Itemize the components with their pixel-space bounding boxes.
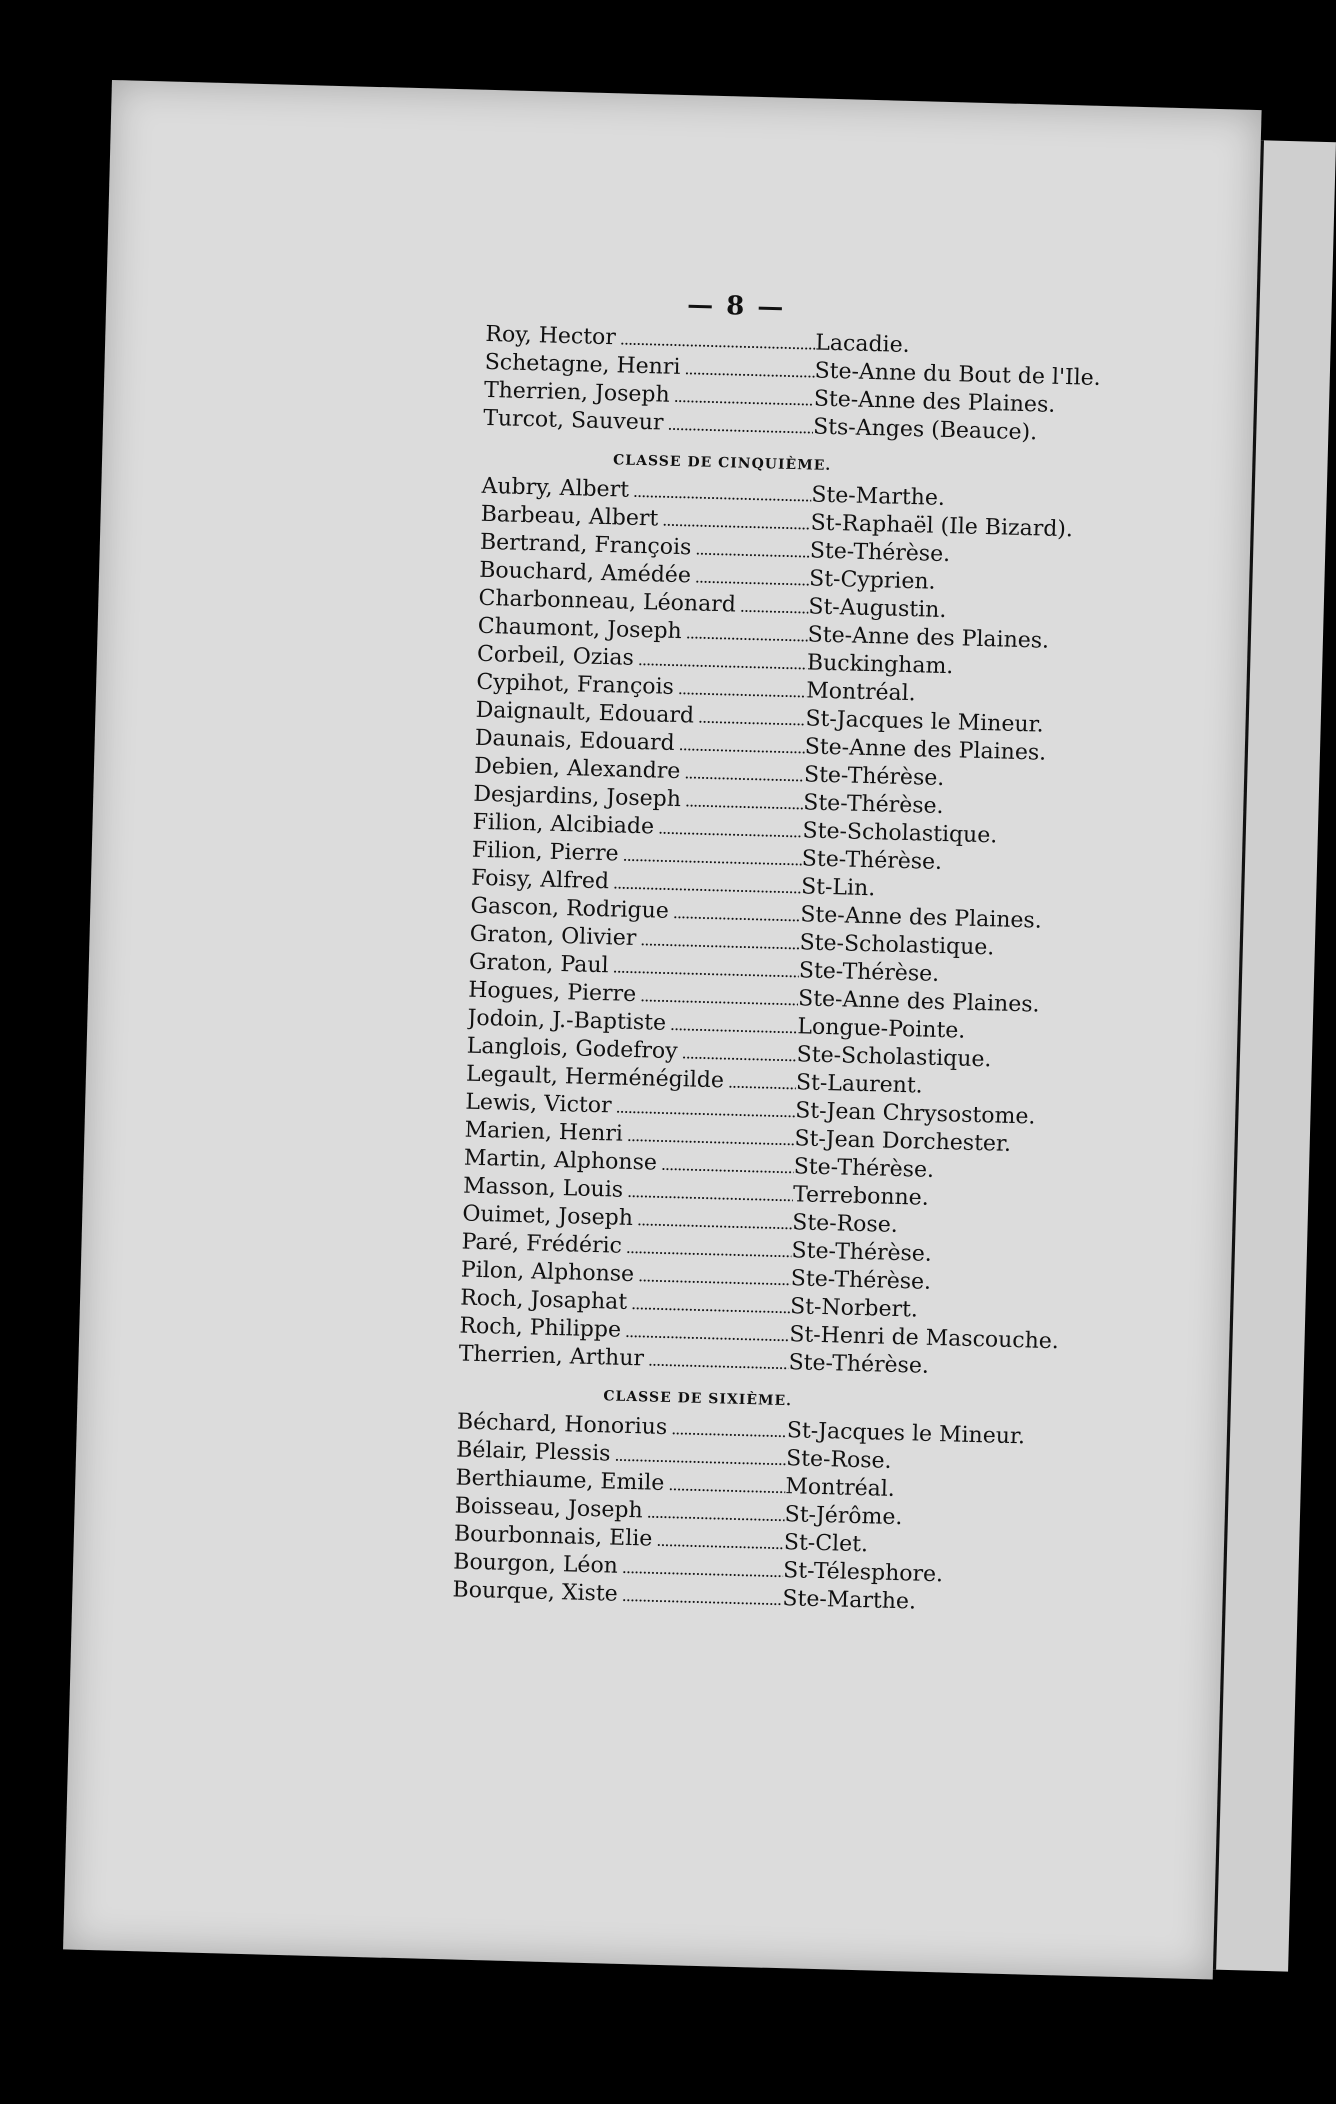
student-place: Ste-Anne des Plaines. [813, 386, 1056, 418]
student-name: Turcot, Sauveur ..... [483, 405, 814, 442]
student-name: Daignault, Edouard ..... [475, 697, 806, 734]
student-place: Longue-Pointe. [797, 1014, 966, 1044]
student-place: Ste-Rose. [791, 1210, 899, 1238]
student-name: Jodoin, J.-Baptiste ..... [467, 1005, 798, 1042]
student-name: Pilon, Alphonse ..... [461, 1257, 792, 1294]
student-name: Chaumont, Joseph ..... [477, 613, 808, 650]
student-place: St-Jacques le Mineur. [805, 706, 1044, 738]
student-place: Ste-Thérèse. [788, 1350, 930, 1379]
student-place: Buckingham. [806, 650, 954, 680]
student-name: Desjardins, Joseph ..... [473, 781, 804, 818]
student-place: St-Clet. [783, 1530, 869, 1558]
student-place: Ste-Thérèse. [798, 958, 940, 987]
student-name: Roch, Josaphat ..... [460, 1285, 791, 1322]
student-name: Debien, Alexandre ..... [474, 753, 805, 790]
student-name: Bouchard, Amédée ..... [479, 557, 810, 594]
student-name: Bourbonnais, Elie ..... [454, 1520, 785, 1557]
student-place: Ste-Thérèse. [790, 1266, 932, 1295]
student-place: Ste-Thérèse. [791, 1238, 933, 1267]
student-place: St-Jérôme. [784, 1502, 903, 1531]
student-name: Legault, Herménégilde ..... [466, 1061, 797, 1098]
student-place: Ste-Anne des Plaines. [804, 734, 1047, 766]
student-place: Montréal. [805, 678, 917, 707]
student-name: Berthiaume, Emile ..... [455, 1464, 786, 1501]
student-place: Ste-Thérèse. [803, 762, 945, 792]
student-name: Roch, Philippe ..... [459, 1313, 790, 1350]
student-place: St-Augustin. [808, 594, 947, 624]
student-name: Aubry, Albert ..... [481, 473, 812, 510]
sixieme-list [452, 1408, 1117, 1621]
student-name: Barbeau, Albert ..... [480, 501, 811, 538]
student-place: Ste-Thérèse. [793, 1154, 935, 1183]
student-name: Cypihot, François ..... [476, 669, 807, 706]
student-name: Lewis, Victor ..... [465, 1089, 796, 1126]
student-place: Ste-Rose. [785, 1446, 892, 1474]
student-name: Roy, Hector ..... [485, 321, 816, 358]
student-name: Daunais, Edouard ..... [475, 725, 806, 762]
student-name: Paré, Frédéric ..... [461, 1229, 792, 1266]
student-name: Bélair, Plessis ..... [456, 1436, 787, 1473]
section-title-cinquieme: CLASSE DE CINQUIÈME. [612, 452, 832, 474]
student-name: Bourgon, Léon ..... [453, 1548, 784, 1585]
student-name: Marien, Henri ..... [464, 1117, 795, 1154]
student-name: Boisseau, Joseph ..... [454, 1492, 785, 1529]
student-place: Ste-Thérèse. [809, 538, 951, 568]
cinquieme-list [458, 473, 1141, 1386]
student-place: Ste-Thérèse. [801, 846, 943, 875]
student-place: Montréal. [785, 1474, 896, 1502]
student-place: Ste-Scholastique. [799, 930, 995, 961]
student-name: Gascon, Rodrigue ..... [470, 893, 801, 930]
student-name: Filion, Pierre ..... [472, 837, 803, 874]
student-name: Béchard, Honorius ..... [457, 1408, 788, 1445]
student-name: Bertrand, François ..... [480, 529, 811, 566]
student-name: Therrien, Joseph ..... [484, 377, 815, 414]
page-number: — 8 — [686, 290, 786, 323]
student-place: St-Henri de Mascouche. [789, 1322, 1060, 1355]
student-place: Ste-Marthe. [782, 1586, 917, 1615]
student-place: Sts-Anges (Beauce). [812, 414, 1038, 446]
student-place: Ste-Anne du Bout de l'Ile. [814, 358, 1102, 391]
student-name: Therrien, Arthur ..... [458, 1341, 789, 1378]
student-name: Foisy, Alfred ..... [471, 865, 802, 902]
student-place: St-Laurent. [795, 1070, 924, 1099]
student-place: St-Cyprien. [808, 566, 936, 595]
document-page [63, 80, 1262, 1979]
student-name: Langlois, Godefroy ..... [466, 1033, 797, 1070]
student-place: Ste-Scholastique. [802, 818, 998, 849]
student-place: St-Jacques le Mineur. [786, 1418, 1026, 1450]
student-place: Ste-Anne des Plaines. [800, 902, 1043, 934]
student-place: Lacadie. [815, 330, 910, 358]
student-name: Graton, Paul ..... [469, 949, 800, 986]
student-place: St-Lin. [800, 874, 876, 902]
student-name: Graton, Olivier ..... [469, 921, 800, 958]
student-place: St-Norbert. [789, 1294, 919, 1323]
student-place: St-Jean Dorchester. [794, 1126, 1012, 1157]
student-name: Bourque, Xiste ..... [452, 1576, 783, 1613]
student-place: Ste-Thérèse. [802, 790, 944, 820]
student-place: St-Jean Chrysostome. [794, 1098, 1036, 1130]
student-name: Corbeil, Ozias ..... [477, 641, 808, 678]
initial-list [483, 321, 1146, 450]
student-name: Martin, Alphonse ..... [464, 1145, 795, 1182]
student-place: Ste-Marthe. [811, 482, 946, 511]
student-name: Hogues, Pierre ..... [468, 977, 799, 1014]
student-place: Ste-Anne des Plaines. [797, 986, 1040, 1018]
section-title-sixieme: CLASSE DE SIXIÈME. [603, 1388, 793, 1410]
student-place: Ste-Anne des Plaines. [807, 622, 1050, 654]
student-name: Schetagne, Henri ..... [484, 349, 815, 386]
student-name: Masson, Louis ..... [463, 1173, 794, 1210]
page-content [452, 285, 1146, 1622]
student-place: St-Télesphore. [782, 1558, 944, 1588]
student-place: St-Raphaël (Ile Bizard). [810, 510, 1074, 543]
student-name: Ouimet, Joseph ..... [462, 1201, 793, 1238]
student-name: Charbonneau, Léonard ..... [478, 585, 809, 622]
student-name: Filion, Alcibiade ..... [472, 809, 803, 846]
student-place: Ste-Scholastique. [796, 1042, 992, 1073]
student-place: Terrebonne. [792, 1182, 930, 1211]
